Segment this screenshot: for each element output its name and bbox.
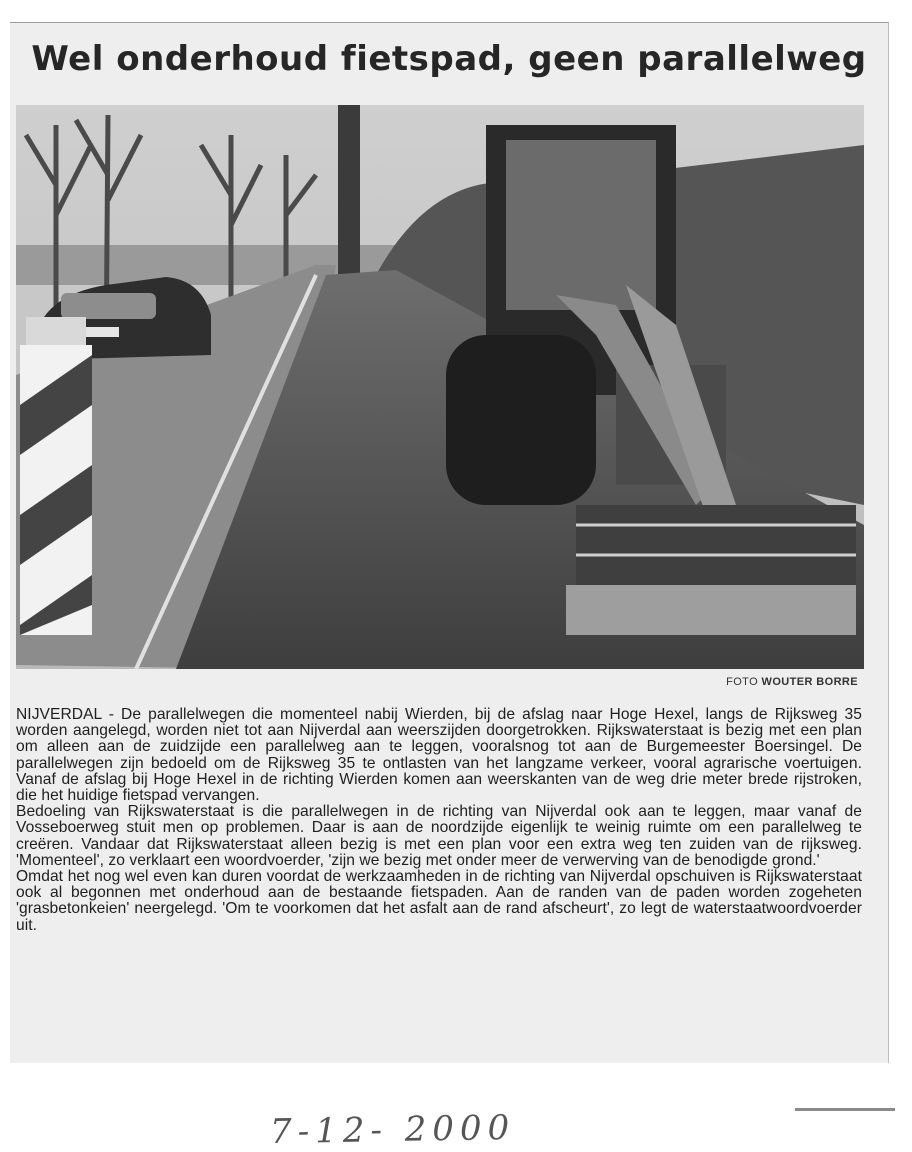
photo-credit: [726, 676, 858, 688]
article-paragraph-3: Omdat het nog wel even kan duren voordat de werkzaamheden in de richting van Nijverdal opschuiven is Rijkswaterstaat ook al begonnen met onderhoud aan de bestaande fietspaden. Aan de randen van de paden worden zogeheten 'grasbetonkeien' neergelegd. 'Om te voorkomen dat het asfalt aan de rand afscheurt', zo legt de waterstaatwoordvoerder uit.: [16, 868, 862, 934]
photo-credit-prefix: FOTO: [726, 676, 759, 688]
dateline: NIJVERDAL: [16, 706, 102, 723]
photo-credit-name: WOUTER BORRE: [761, 676, 858, 688]
article-paragraph-2: Bedoeling van Rijkswaterstaat is die parallelwegen in de richting van Nijverdal ook aan te leggen, maar vanaf de Vosseboerweg stuit men op problemen. Daar is aan de noordzijde eigenlijk te weinig ruimte om een parallelweg te creëren. Vandaar dat Rijkswaterstaat alleen bezig is met een plan voor een extra weg ten zuiden van de rijksweg. 'Momenteel', zo verklaart een woordvoerder, 'zijn we bezig met onder meer de verwerving van de benodigde grond.': [16, 803, 862, 869]
newspaper-clipping: [10, 22, 889, 1063]
headline: Wel onderhoud fietspad, geen parallelweg: [31, 39, 867, 79]
paragraph-1-text: - De parallelwegen die momenteel nabij Wierden, bij de afslag naar Hoge Hexel, langs de Rijksweg 35 worden aangelegd, worden niet tot aan Nijverdal aan weerszijden doorgetrokken. Rijkswaterstaat is bezig met een plan om alleen aan de zuidzijde een parallelweg aan te leggen, vooralsnog tot aan de Burgemeester Boersingel. De parallelwegen zijn bedoeld om de Rijksweg 35 te ontlasten van het langzame verkeer, vooral agrarische voertuigen. Vanaf de afslag bij Hoge Hexel in de richting Wierden komen aan weerskanten van de weg drie meter brede rijstroken, die het huidige fietspad vervangen.: [16, 706, 862, 805]
handwritten-date: 7-12- 2000: [269, 1107, 516, 1152]
photo-roadwork-excavator: [16, 105, 864, 669]
news-photo: [16, 105, 864, 669]
article-body: [16, 707, 862, 934]
article-paragraph-1: [16, 707, 862, 804]
scan-artifact: [795, 1108, 895, 1111]
